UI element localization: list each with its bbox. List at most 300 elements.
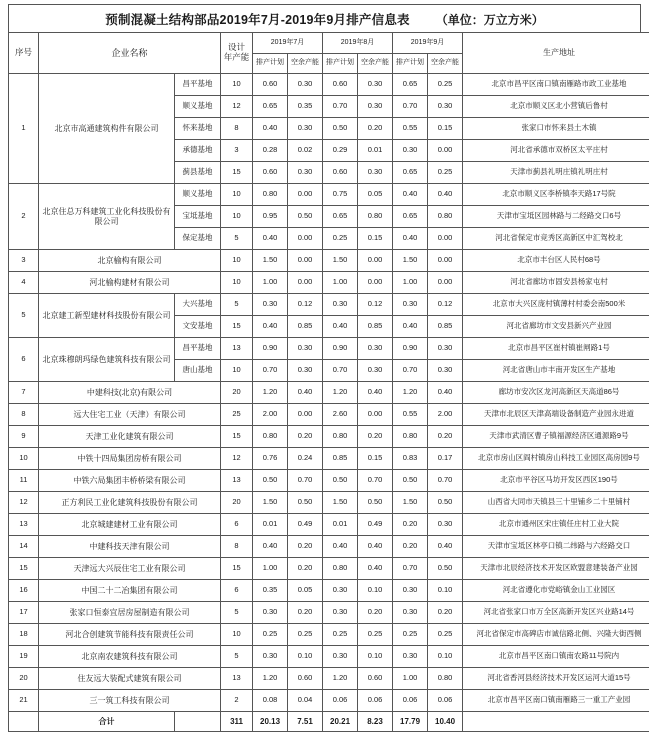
total-july-plan: 20.13 [253, 712, 288, 732]
august-spare-value: 0.49 [358, 514, 393, 536]
july-spare-value: 0.20 [288, 536, 323, 558]
row-sequence: 17 [9, 602, 39, 624]
july-spare-value: 0.85 [288, 316, 323, 338]
august-plan-value: 1.50 [323, 250, 358, 272]
july-plan-value: 0.60 [253, 74, 288, 96]
design-capacity-value: 10 [221, 272, 253, 294]
row-sequence: 18 [9, 624, 39, 646]
base-name: 怀来基地 [175, 118, 221, 140]
july-plan-value: 0.60 [253, 162, 288, 184]
august-spare-value: 0.50 [358, 492, 393, 514]
september-plan-value: 1.00 [393, 668, 428, 690]
company-name: 中建科技(北京)有限公司 [39, 382, 221, 404]
design-capacity-value: 13 [221, 338, 253, 360]
july-spare-value: 0.30 [288, 338, 323, 360]
design-capacity-value: 15 [221, 162, 253, 184]
september-spare-value: 0.30 [428, 514, 463, 536]
production-address: 河北省香河县经济技术开发区运河大道15号 [463, 668, 649, 690]
design-capacity-value: 6 [221, 514, 253, 536]
total-address-blank [463, 712, 649, 732]
company-name: 天津远大兴辰住宅工业有限公司 [39, 558, 221, 580]
company-name: 北京市高通建筑构件有限公司 [39, 74, 175, 184]
table-row [9, 272, 649, 294]
july-plan-value: 0.95 [253, 206, 288, 228]
september-spare-value: 0.10 [428, 646, 463, 668]
july-plan-value: 0.25 [253, 624, 288, 646]
september-spare-value: 0.00 [428, 140, 463, 162]
july-spare-value: 0.00 [288, 250, 323, 272]
august-spare-value: 0.12 [358, 294, 393, 316]
september-plan-value: 0.80 [393, 426, 428, 448]
august-plan-value: 0.01 [323, 514, 358, 536]
row-sequence: 3 [9, 250, 39, 272]
september-spare-value: 0.40 [428, 382, 463, 404]
august-plan-value: 1.50 [323, 492, 358, 514]
row-sequence: 2 [9, 184, 39, 250]
august-spare-value: 0.10 [358, 646, 393, 668]
row-sequence: 10 [9, 448, 39, 470]
production-address: 河北省承德市双桥区太平庄村 [463, 140, 649, 162]
company-name: 正方利民工业化建筑科技股份有限公司 [39, 492, 221, 514]
design-capacity-value: 3 [221, 140, 253, 162]
header-row-1 [9, 33, 649, 54]
september-plan-value: 0.70 [393, 558, 428, 580]
production-address: 北京市昌平区崔村镇崔闸路1号 [463, 338, 649, 360]
august-spare-value: 0.85 [358, 316, 393, 338]
september-spare-value: 0.17 [428, 448, 463, 470]
production-address: 河北省保定市竞秀区高新区中汇驾校北 [463, 228, 649, 250]
table-row [9, 470, 649, 492]
total-base-blank [175, 712, 221, 732]
production-address: 北京市昌平区南口镇南雁路三一重工产业园 [463, 690, 649, 712]
company-name: 北京城建建材工业有限公司 [39, 514, 221, 536]
row-sequence: 7 [9, 382, 39, 404]
august-spare-value: 0.30 [358, 162, 393, 184]
design-capacity-value: 10 [221, 360, 253, 382]
august-spare-value: 0.10 [358, 580, 393, 602]
september-spare-value: 0.10 [428, 580, 463, 602]
table-row [9, 492, 649, 514]
table-row [9, 426, 649, 448]
design-capacity-value: 2 [221, 690, 253, 712]
july-spare-value: 0.20 [288, 426, 323, 448]
august-spare-value: 0.00 [358, 272, 393, 294]
row-sequence: 8 [9, 404, 39, 426]
table-row [9, 184, 649, 206]
august-plan-value: 2.60 [323, 404, 358, 426]
august-plan-value: 0.06 [323, 690, 358, 712]
production-address: 河北省唐山市丰南开发区生产基地 [463, 360, 649, 382]
july-plan-value: 0.28 [253, 140, 288, 162]
header-august-spare: 空余产能 [358, 53, 393, 74]
design-capacity-value: 12 [221, 448, 253, 470]
july-plan-value: 0.65 [253, 96, 288, 118]
production-address: 天津市宝坻区园林路与二经路交口6号 [463, 206, 649, 228]
september-spare-value: 0.50 [428, 492, 463, 514]
august-spare-value: 0.15 [358, 228, 393, 250]
table-row [9, 646, 649, 668]
september-spare-value: 0.30 [428, 96, 463, 118]
july-spare-value: 0.05 [288, 580, 323, 602]
september-plan-value: 0.90 [393, 338, 428, 360]
company-name: 中铁六局集团丰桥桥梁有限公司 [39, 470, 221, 492]
base-name: 昌平基地 [175, 74, 221, 96]
row-sequence: 19 [9, 646, 39, 668]
july-plan-value: 0.76 [253, 448, 288, 470]
production-address: 北京市大兴区庞村镇薄村村委会南500米 [463, 294, 649, 316]
july-spare-value: 0.50 [288, 206, 323, 228]
september-spare-value: 0.00 [428, 272, 463, 294]
company-name: 中国二十二冶集团有限公司 [39, 580, 221, 602]
july-plan-value: 0.40 [253, 228, 288, 250]
july-spare-value: 0.12 [288, 294, 323, 316]
base-name: 宝坻基地 [175, 206, 221, 228]
august-spare-value: 0.40 [358, 382, 393, 404]
september-plan-value: 0.30 [393, 646, 428, 668]
august-spare-value: 0.00 [358, 250, 393, 272]
total-september-spare: 10.40 [428, 712, 463, 732]
table-row [9, 580, 649, 602]
july-spare-value: 0.50 [288, 492, 323, 514]
september-spare-value: 0.30 [428, 360, 463, 382]
july-plan-value: 0.30 [253, 294, 288, 316]
table-row [9, 602, 649, 624]
company-name: 北京住总万科建筑工业化科技股份有限公司 [39, 184, 175, 250]
total-label: 合计 [39, 712, 175, 732]
july-plan-value: 1.50 [253, 492, 288, 514]
table-row [9, 514, 649, 536]
september-plan-value: 1.20 [393, 382, 428, 404]
company-name: 河北合创建筑节能科技有限责任公司 [39, 624, 221, 646]
september-spare-value: 0.30 [428, 338, 463, 360]
august-spare-value: 0.25 [358, 624, 393, 646]
september-spare-value: 0.40 [428, 184, 463, 206]
august-spare-value: 0.20 [358, 118, 393, 140]
august-plan-value: 0.80 [323, 426, 358, 448]
total-july-spare: 7.51 [288, 712, 323, 732]
august-spare-value: 0.00 [358, 404, 393, 426]
total-august-plan: 20.21 [323, 712, 358, 732]
design-capacity-value: 10 [221, 74, 253, 96]
august-plan-value: 0.60 [323, 162, 358, 184]
total-row [9, 712, 649, 732]
july-spare-value: 0.30 [288, 360, 323, 382]
company-name: 中建科技天津有限公司 [39, 536, 221, 558]
july-plan-value: 0.30 [253, 646, 288, 668]
table-row [9, 536, 649, 558]
production-address: 河北省张家口市万全区高新开发区兴业路14号 [463, 602, 649, 624]
july-plan-value: 0.40 [253, 536, 288, 558]
base-name: 蓟县基地 [175, 162, 221, 184]
production-address: 河北省遵化市党峪镇金山工业园区 [463, 580, 649, 602]
design-capacity-value: 15 [221, 558, 253, 580]
table-row [9, 74, 649, 96]
july-plan-value: 0.50 [253, 470, 288, 492]
row-sequence: 6 [9, 338, 39, 382]
september-spare-value: 0.70 [428, 470, 463, 492]
design-capacity-value: 20 [221, 382, 253, 404]
design-capacity-value: 15 [221, 426, 253, 448]
row-sequence: 21 [9, 690, 39, 712]
september-plan-value: 1.50 [393, 250, 428, 272]
september-spare-value: 0.25 [428, 74, 463, 96]
production-address: 北京市平谷区马坊开发区西区190号 [463, 470, 649, 492]
production-address: 北京市丰台区人民村68号 [463, 250, 649, 272]
august-spare-value: 0.01 [358, 140, 393, 162]
september-plan-value: 0.30 [393, 580, 428, 602]
august-spare-value: 0.70 [358, 470, 393, 492]
august-plan-value: 0.85 [323, 448, 358, 470]
august-plan-value: 0.40 [323, 536, 358, 558]
design-capacity-value: 10 [221, 206, 253, 228]
september-spare-value: 0.00 [428, 250, 463, 272]
design-capacity-value: 8 [221, 536, 253, 558]
header-capacity-line2: 年产能 [221, 53, 252, 63]
production-address: 廊坊市安次区龙河高新区天高道86号 [463, 382, 649, 404]
table-row [9, 250, 649, 272]
production-address: 山西省大同市天镇县三十里铺乡二十里铺村 [463, 492, 649, 514]
august-plan-value: 0.29 [323, 140, 358, 162]
unit-note: （单位：万立方米） [436, 11, 544, 28]
august-plan-value: 1.20 [323, 668, 358, 690]
production-address: 天津市宝坻区林亭口镇二纬路与六经路交口 [463, 536, 649, 558]
august-spare-value: 0.15 [358, 448, 393, 470]
july-spare-value: 0.49 [288, 514, 323, 536]
design-capacity-value: 20 [221, 492, 253, 514]
design-capacity-value: 5 [221, 602, 253, 624]
title-bar [8, 4, 641, 32]
july-spare-value: 0.20 [288, 558, 323, 580]
header-month-august: 2019年8月 [323, 33, 393, 54]
design-capacity-value: 8 [221, 118, 253, 140]
july-spare-value: 0.30 [288, 74, 323, 96]
september-spare-value: 0.25 [428, 624, 463, 646]
august-spare-value: 0.30 [358, 360, 393, 382]
july-spare-value: 0.02 [288, 140, 323, 162]
september-spare-value: 0.20 [428, 426, 463, 448]
september-plan-value: 0.55 [393, 118, 428, 140]
table-row [9, 404, 649, 426]
september-plan-value: 0.40 [393, 228, 428, 250]
company-name: 住友远大装配式建筑有限公司 [39, 668, 221, 690]
production-address: 北京市顺义区李桥镇李天路17号院 [463, 184, 649, 206]
company-name: 北京榆构有限公司 [39, 250, 221, 272]
august-plan-value: 0.70 [323, 96, 358, 118]
production-address: 天津市北辰经济技术开发区欧盟意建装备产业园 [463, 558, 649, 580]
september-spare-value: 0.06 [428, 690, 463, 712]
september-plan-value: 0.83 [393, 448, 428, 470]
header-july-spare: 空余产能 [288, 53, 323, 74]
september-plan-value: 0.30 [393, 294, 428, 316]
row-sequence: 14 [9, 536, 39, 558]
august-plan-value: 0.30 [323, 294, 358, 316]
september-spare-value: 0.12 [428, 294, 463, 316]
july-plan-value: 1.00 [253, 558, 288, 580]
august-plan-value: 0.30 [323, 646, 358, 668]
company-name: 天津工业化建筑有限公司 [39, 426, 221, 448]
production-address: 河北省廊坊市文安县新兴产业园 [463, 316, 649, 338]
august-plan-value: 1.20 [323, 382, 358, 404]
september-plan-value: 0.40 [393, 316, 428, 338]
total-september-plan: 17.79 [393, 712, 428, 732]
table-row [9, 338, 649, 360]
july-spare-value: 0.35 [288, 96, 323, 118]
row-sequence: 13 [9, 514, 39, 536]
august-spare-value: 0.30 [358, 96, 393, 118]
july-spare-value: 0.00 [288, 272, 323, 294]
header-september-spare: 空余产能 [428, 53, 463, 74]
september-plan-value: 0.70 [393, 360, 428, 382]
design-capacity-value: 6 [221, 580, 253, 602]
july-plan-value: 0.40 [253, 316, 288, 338]
header-seq: 序号 [9, 33, 39, 74]
july-spare-value: 0.30 [288, 162, 323, 184]
company-name: 三一筑工科技有限公司 [39, 690, 221, 712]
july-spare-value: 0.40 [288, 382, 323, 404]
august-plan-value: 0.50 [323, 470, 358, 492]
design-capacity-value: 15 [221, 316, 253, 338]
july-plan-value: 1.00 [253, 272, 288, 294]
july-spare-value: 0.00 [288, 228, 323, 250]
production-address: 北京市房山区阎村镇房山科技工业园区高房园9号 [463, 448, 649, 470]
production-address: 北京市顺义区北小营镇后鲁村 [463, 96, 649, 118]
row-sequence: 12 [9, 492, 39, 514]
page-title: 预制混凝土结构部品2019年7月-2019年9月排产信息表 [105, 10, 409, 28]
table-row [9, 448, 649, 470]
row-sequence: 20 [9, 668, 39, 690]
table-row [9, 690, 649, 712]
august-plan-value: 0.65 [323, 206, 358, 228]
row-sequence: 11 [9, 470, 39, 492]
july-spare-value: 0.25 [288, 624, 323, 646]
row-sequence: 9 [9, 426, 39, 448]
design-capacity-value: 10 [221, 184, 253, 206]
header-capacity-line1: 设计 [221, 43, 252, 53]
production-address: 北京市昌平区南口镇南雁路市政工业基地 [463, 74, 649, 96]
july-plan-value: 0.80 [253, 426, 288, 448]
september-plan-value: 0.30 [393, 602, 428, 624]
row-sequence: 16 [9, 580, 39, 602]
september-plan-value: 0.65 [393, 74, 428, 96]
july-plan-value: 1.20 [253, 382, 288, 404]
design-capacity-value: 13 [221, 668, 253, 690]
design-capacity-value: 5 [221, 646, 253, 668]
august-spare-value: 0.06 [358, 690, 393, 712]
header-address: 生产地址 [463, 33, 649, 74]
base-name: 保定基地 [175, 228, 221, 250]
july-spare-value: 0.00 [288, 184, 323, 206]
table-row [9, 382, 649, 404]
august-plan-value: 0.30 [323, 580, 358, 602]
base-name: 顺义基地 [175, 96, 221, 118]
company-name: 远大住宅工业（天津）有限公司 [39, 404, 221, 426]
production-address: 天津市蓟县礼明庄镇礼明庄村 [463, 162, 649, 184]
july-spare-value: 0.60 [288, 668, 323, 690]
august-plan-value: 0.30 [323, 602, 358, 624]
base-name: 唐山基地 [175, 360, 221, 382]
july-plan-value: 2.00 [253, 404, 288, 426]
header-july-plan: 排产计划 [253, 53, 288, 74]
august-spare-value: 0.40 [358, 558, 393, 580]
september-plan-value: 0.06 [393, 690, 428, 712]
header-month-september: 2019年9月 [393, 33, 463, 54]
design-capacity-value: 13 [221, 470, 253, 492]
august-spare-value: 0.60 [358, 668, 393, 690]
design-capacity-value: 5 [221, 294, 253, 316]
august-plan-value: 0.75 [323, 184, 358, 206]
september-spare-value: 0.20 [428, 602, 463, 624]
september-plan-value: 0.25 [393, 624, 428, 646]
august-plan-value: 0.80 [323, 558, 358, 580]
july-spare-value: 0.04 [288, 690, 323, 712]
july-spare-value: 0.30 [288, 118, 323, 140]
company-name: 北京珠穆朗玛绿色建筑科技有限公司 [39, 338, 175, 382]
september-spare-value: 0.50 [428, 558, 463, 580]
row-sequence: 15 [9, 558, 39, 580]
production-address: 河北省保定市高碑店市诚信路北侧、兴隆大街西侧 [463, 624, 649, 646]
header-august-plan: 排产计划 [323, 53, 358, 74]
table-row [9, 668, 649, 690]
row-sequence: 4 [9, 272, 39, 294]
table-body [9, 74, 649, 732]
company-name: 北京南农建筑科技有限公司 [39, 646, 221, 668]
july-plan-value: 0.01 [253, 514, 288, 536]
table-head [9, 33, 649, 74]
september-spare-value: 0.25 [428, 162, 463, 184]
company-name: 张家口恒泰宜居房屋制造有限公司 [39, 602, 221, 624]
base-name: 顺义基地 [175, 184, 221, 206]
august-spare-value: 0.80 [358, 206, 393, 228]
september-spare-value: 0.80 [428, 206, 463, 228]
base-name: 昌平基地 [175, 338, 221, 360]
base-name: 大兴基地 [175, 294, 221, 316]
production-address: 河北省廊坊市固安县杨家屯村 [463, 272, 649, 294]
header-month-july: 2019年7月 [253, 33, 323, 54]
base-name: 承德基地 [175, 140, 221, 162]
base-name: 文安基地 [175, 316, 221, 338]
september-plan-value: 1.50 [393, 492, 428, 514]
header-september-plan: 排产计划 [393, 53, 428, 74]
september-spare-value: 0.40 [428, 536, 463, 558]
september-spare-value: 2.00 [428, 404, 463, 426]
august-plan-value: 1.00 [323, 272, 358, 294]
september-plan-value: 0.20 [393, 536, 428, 558]
september-plan-value: 0.40 [393, 184, 428, 206]
september-plan-value: 0.20 [393, 514, 428, 536]
july-spare-value: 0.20 [288, 602, 323, 624]
september-spare-value: 0.15 [428, 118, 463, 140]
july-plan-value: 0.08 [253, 690, 288, 712]
september-plan-value: 0.55 [393, 404, 428, 426]
title-inner [9, 10, 640, 28]
september-plan-value: 0.30 [393, 140, 428, 162]
header-company: 企业名称 [39, 33, 221, 74]
july-spare-value: 0.24 [288, 448, 323, 470]
row-sequence: 5 [9, 294, 39, 338]
company-name: 河北榆构建材有限公司 [39, 272, 221, 294]
july-plan-value: 1.20 [253, 668, 288, 690]
july-plan-value: 0.30 [253, 602, 288, 624]
july-plan-value: 1.50 [253, 250, 288, 272]
production-address: 张家口市怀来县土木镇 [463, 118, 649, 140]
september-spare-value: 0.85 [428, 316, 463, 338]
july-plan-value: 0.70 [253, 360, 288, 382]
design-capacity-value: 10 [221, 250, 253, 272]
company-name: 北京建工新型建材科技股份有限公司 [39, 294, 175, 338]
july-plan-value: 0.80 [253, 184, 288, 206]
production-address: 北京市通州区宋庄镇任庄村工业大院 [463, 514, 649, 536]
table-row [9, 294, 649, 316]
